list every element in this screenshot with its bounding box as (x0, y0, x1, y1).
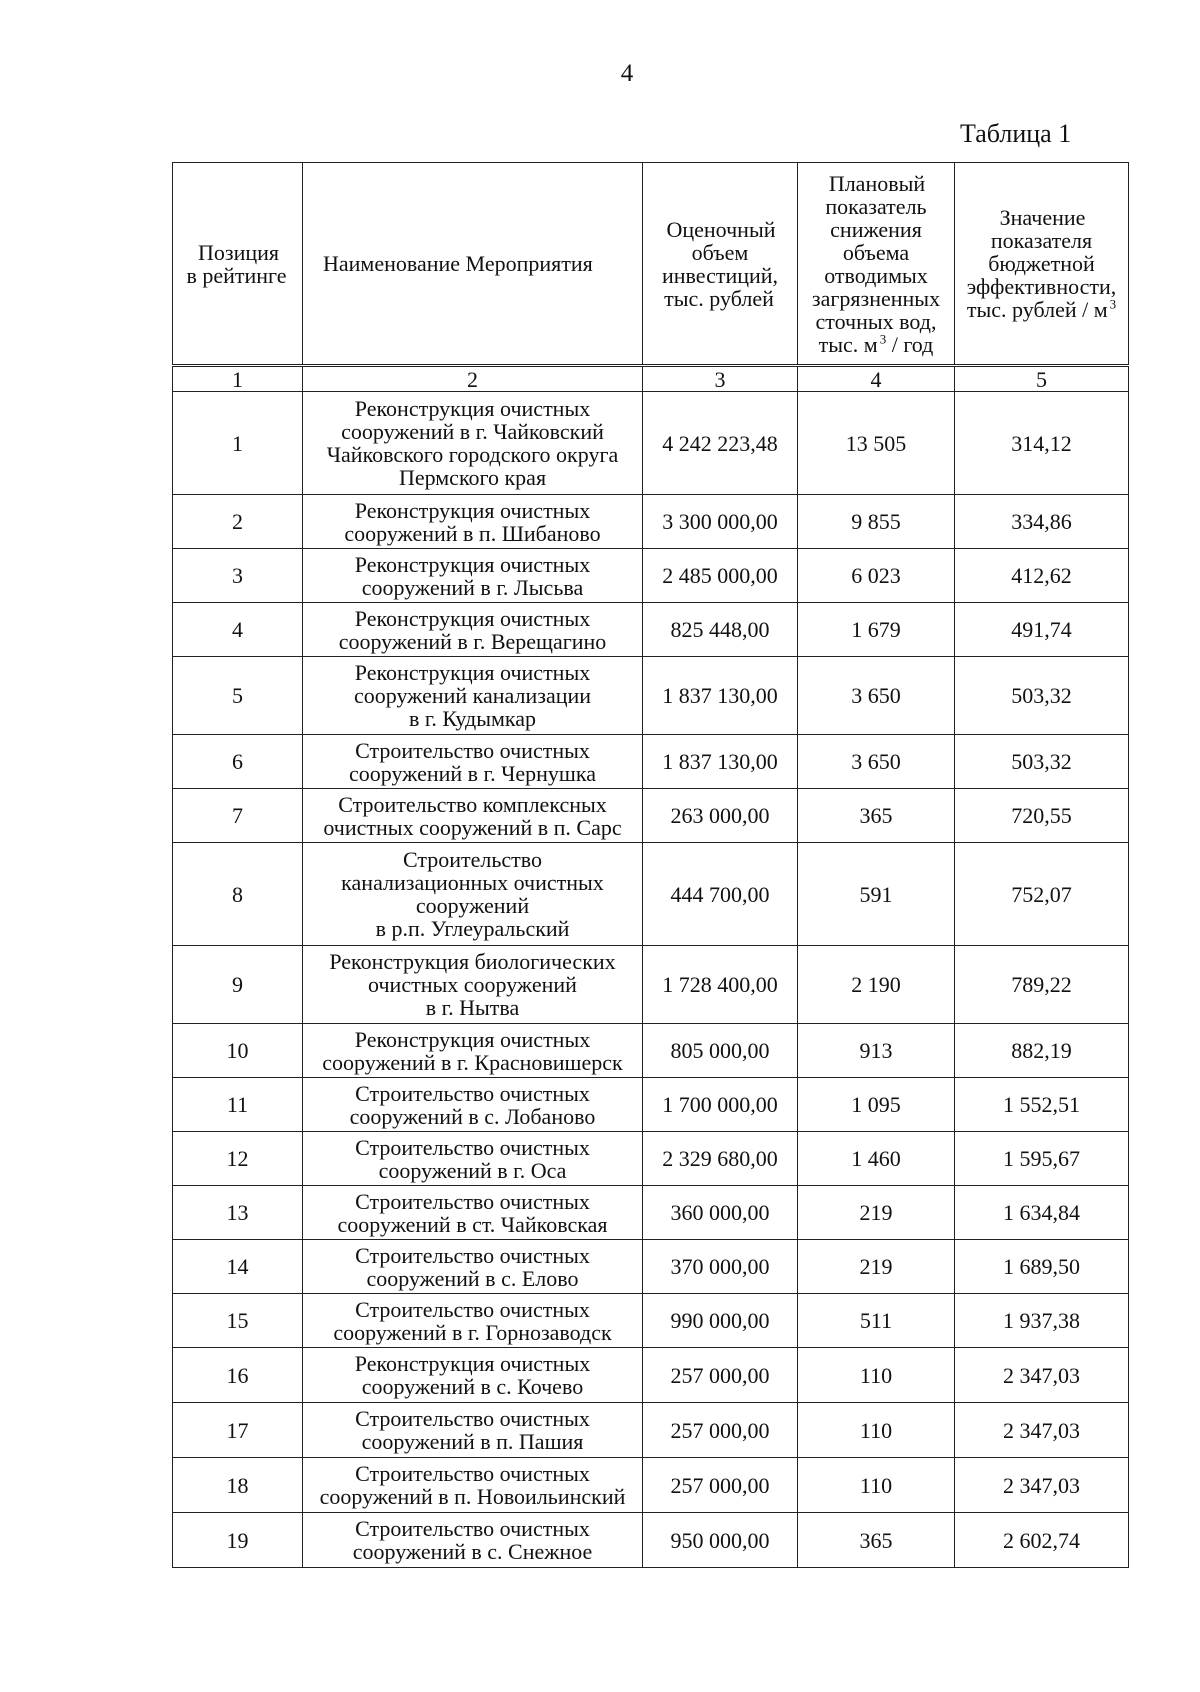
row-plan: 2 190 (798, 946, 955, 1024)
row-name: Строительство очистных сооружений в п. Новоильинский (303, 1458, 643, 1513)
table-row (173, 1458, 1129, 1513)
header-name (303, 163, 643, 366)
table-row (173, 1186, 1129, 1240)
table-row (173, 1024, 1129, 1078)
row-name: Строительство очистных сооружений в с. Елово (303, 1240, 643, 1294)
row-investment: 1 837 130,00 (643, 735, 798, 789)
row-investment: 1 837 130,00 (643, 657, 798, 735)
header-plan-unit: / год (886, 331, 934, 357)
row-investment: 1 700 000,00 (643, 1078, 798, 1132)
row-position: 18 (173, 1458, 303, 1513)
row-position: 12 (173, 1132, 303, 1186)
header-row (173, 163, 1129, 366)
row-name: Строительство очистных сооружений в ст. Чайковская (303, 1186, 643, 1240)
row-plan: 1 460 (798, 1132, 955, 1186)
row-plan: 1 095 (798, 1078, 955, 1132)
column-number: 5 (955, 366, 1129, 392)
row-efficiency: 334,86 (955, 495, 1129, 549)
row-investment: 1 728 400,00 (643, 946, 798, 1024)
row-name: Реконструкция очистных сооружений в г. Верещагино (303, 603, 643, 657)
row-efficiency: 882,19 (955, 1024, 1129, 1078)
row-position: 14 (173, 1240, 303, 1294)
row-efficiency: 503,32 (955, 735, 1129, 789)
row-position: 19 (173, 1513, 303, 1568)
row-name: Реконструкция очистных сооружений канализации в г. Кудымкар (303, 657, 643, 735)
table-body (173, 392, 1129, 1568)
header-investment (643, 163, 798, 366)
row-plan: 3 650 (798, 657, 955, 735)
row-name: Строительство очистных сооружений в г. Чернушка (303, 735, 643, 789)
row-name: Строительство очистных сооружений в г. Оса (303, 1132, 643, 1186)
table-caption: Таблица 1 (960, 119, 1072, 148)
row-name: Строительство очистных сооружений в с. Лобаново (303, 1078, 643, 1132)
row-name: Реконструкция очистных сооружений в г. Лысьва (303, 549, 643, 603)
header-plan-text: Плановый показатель снижения объема отводимых загрязненных сточных вод, тыс. м (811, 170, 941, 357)
row-position: 9 (173, 946, 303, 1024)
row-efficiency: 1 552,51 (955, 1078, 1129, 1132)
header-efficiency-superscript: 3 (1109, 296, 1117, 312)
row-efficiency: 314,12 (955, 392, 1129, 495)
row-investment: 444 700,00 (643, 843, 798, 946)
row-position: 16 (173, 1348, 303, 1403)
row-name: Строительство комплексных очистных сооружений в п. Сарс (303, 789, 643, 843)
row-name: Строительство канализационных очистных сооружений в р.п. Углеуральский (303, 843, 643, 946)
row-plan: 365 (798, 789, 955, 843)
row-investment: 950 000,00 (643, 1513, 798, 1568)
row-investment: 263 000,00 (643, 789, 798, 843)
row-name: Строительство очистных сооружений в г. Горнозаводск (303, 1294, 643, 1348)
row-investment: 360 000,00 (643, 1186, 798, 1240)
column-number: 1 (173, 366, 303, 392)
table-row (173, 1513, 1129, 1568)
row-position: 17 (173, 1403, 303, 1458)
table-row (173, 657, 1129, 735)
row-efficiency: 720,55 (955, 789, 1129, 843)
row-name: Строительство очистных сооружений в п. Пашия (303, 1403, 643, 1458)
row-efficiency: 412,62 (955, 549, 1129, 603)
header-efficiency (955, 163, 1129, 366)
header-plan (798, 163, 955, 366)
row-plan: 13 505 (798, 392, 955, 495)
row-name: Реконструкция очистных сооружений в г. Чайковский Чайковского городского округа Пермского края (303, 392, 643, 495)
row-position: 5 (173, 657, 303, 735)
row-position: 4 (173, 603, 303, 657)
row-investment: 805 000,00 (643, 1024, 798, 1078)
row-investment: 370 000,00 (643, 1240, 798, 1294)
row-position: 3 (173, 549, 303, 603)
row-efficiency: 1 595,67 (955, 1132, 1129, 1186)
row-position: 8 (173, 843, 303, 946)
row-efficiency: 491,74 (955, 603, 1129, 657)
column-number: 2 (303, 366, 643, 392)
header-plan-superscript: 3 (879, 331, 887, 347)
row-efficiency: 503,32 (955, 657, 1129, 735)
row-investment: 3 300 000,00 (643, 495, 798, 549)
row-efficiency: 2 347,03 (955, 1348, 1129, 1403)
column-number: 4 (798, 366, 955, 392)
row-name: Реконструкция биологических очистных сооружений в г. Нытва (303, 946, 643, 1024)
page-number: 4 (620, 60, 634, 87)
row-plan: 9 855 (798, 495, 955, 549)
table-row (173, 789, 1129, 843)
row-position: 15 (173, 1294, 303, 1348)
row-plan: 3 650 (798, 735, 955, 789)
table-row (173, 1348, 1129, 1403)
row-plan: 6 023 (798, 549, 955, 603)
table-row (173, 549, 1129, 603)
row-investment: 257 000,00 (643, 1403, 798, 1458)
row-plan: 110 (798, 1403, 955, 1458)
header-position-text: Позиция в рейтинге (186, 239, 287, 288)
row-efficiency: 789,22 (955, 946, 1129, 1024)
row-name: Реконструкция очистных сооружений в с. Кочево (303, 1348, 643, 1403)
row-investment: 257 000,00 (643, 1348, 798, 1403)
row-plan: 511 (798, 1294, 955, 1348)
row-investment: 2 329 680,00 (643, 1132, 798, 1186)
row-position: 10 (173, 1024, 303, 1078)
row-efficiency: 1 634,84 (955, 1186, 1129, 1240)
row-position: 13 (173, 1186, 303, 1240)
row-efficiency: 1 937,38 (955, 1294, 1129, 1348)
table-row (173, 946, 1129, 1024)
table-row (173, 843, 1129, 946)
row-name: Реконструкция очистных сооружений в г. Красновишерск (303, 1024, 643, 1078)
row-efficiency: 2 347,03 (955, 1458, 1129, 1513)
header-position (173, 163, 303, 366)
row-name: Строительство очистных сооружений в с. Снежное (303, 1513, 643, 1568)
row-position: 7 (173, 789, 303, 843)
row-efficiency: 2 347,03 (955, 1403, 1129, 1458)
row-plan: 1 679 (798, 603, 955, 657)
column-number-row (173, 366, 1129, 392)
row-plan: 110 (798, 1458, 955, 1513)
row-plan: 110 (798, 1348, 955, 1403)
header-investment-text: Оценочный объем инвестиций, тыс. рублей (661, 216, 779, 311)
row-position: 2 (173, 495, 303, 549)
table-row (173, 392, 1129, 495)
table-row (173, 603, 1129, 657)
row-efficiency: 2 602,74 (955, 1513, 1129, 1568)
row-plan: 219 (798, 1240, 955, 1294)
row-position: 1 (173, 392, 303, 495)
table-row (173, 1403, 1129, 1458)
row-investment: 990 000,00 (643, 1294, 798, 1348)
row-position: 6 (173, 735, 303, 789)
table-row (173, 1294, 1129, 1348)
column-number: 3 (643, 366, 798, 392)
row-investment: 2 485 000,00 (643, 549, 798, 603)
row-plan: 219 (798, 1186, 955, 1240)
header-efficiency-text: Значение показателя бюджетной эффективности, тыс. рублей / м (966, 205, 1117, 322)
row-name: Реконструкция очистных сооружений в п. Шибаново (303, 495, 643, 549)
row-efficiency: 1 689,50 (955, 1240, 1129, 1294)
table-row (173, 495, 1129, 549)
row-plan: 913 (798, 1024, 955, 1078)
table-row (173, 1078, 1129, 1132)
row-position: 11 (173, 1078, 303, 1132)
table-row (173, 735, 1129, 789)
row-investment: 825 448,00 (643, 603, 798, 657)
header-name-text: Наименование Мероприятия (323, 251, 593, 276)
table-row (173, 1240, 1129, 1294)
row-efficiency: 752,07 (955, 843, 1129, 946)
row-investment: 257 000,00 (643, 1458, 798, 1513)
table-row (173, 1132, 1129, 1186)
row-plan: 365 (798, 1513, 955, 1568)
row-plan: 591 (798, 843, 955, 946)
rating-table (172, 162, 1129, 1568)
row-investment: 4 242 223,48 (643, 392, 798, 495)
